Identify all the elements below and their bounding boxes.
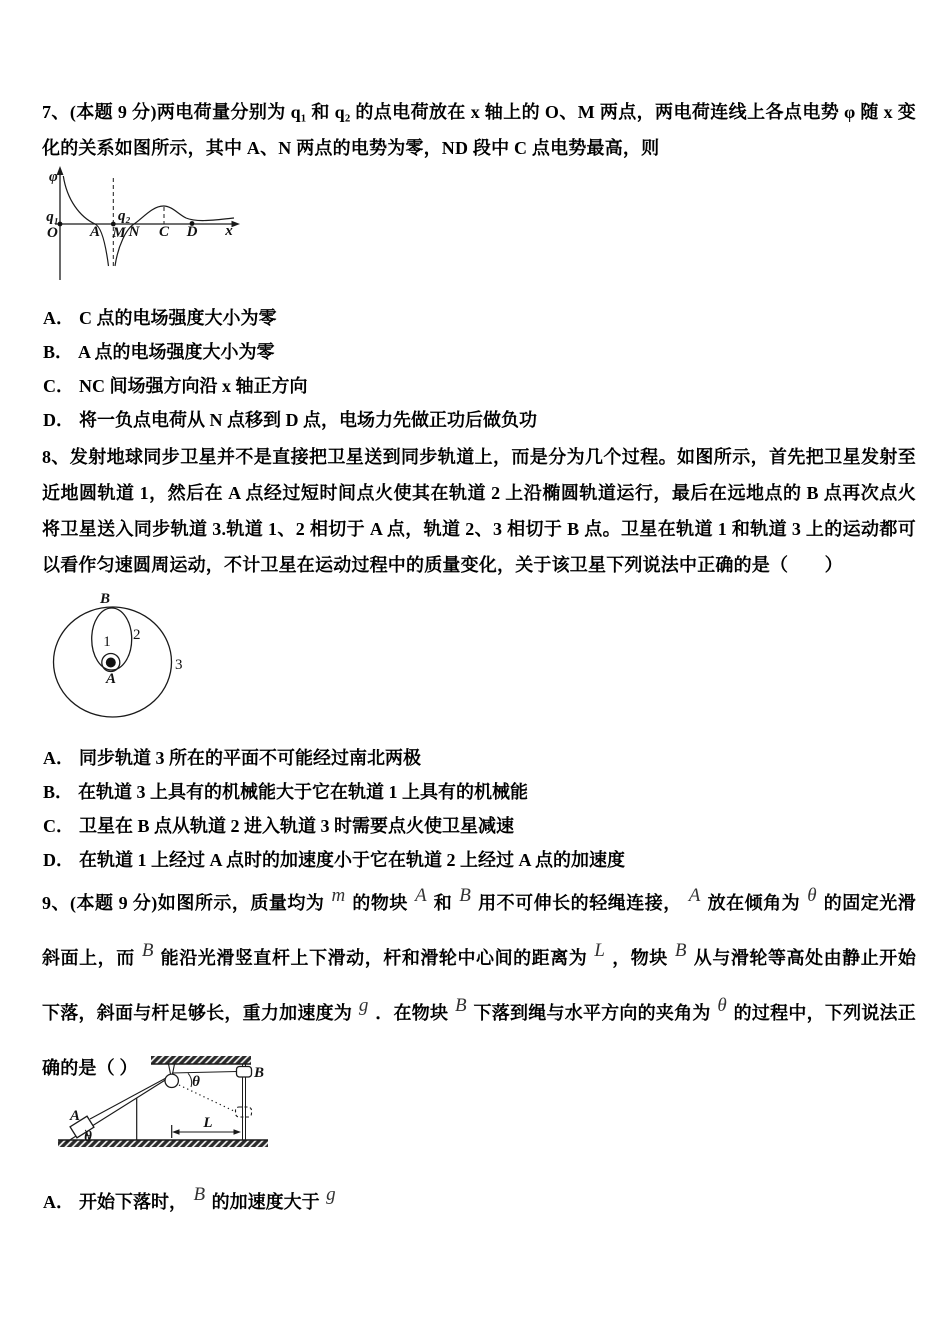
q2-label: q₂ xyxy=(118,208,131,224)
point-D-label: D xyxy=(186,224,198,240)
text-run: 和 xyxy=(428,893,458,913)
block-A-label: A xyxy=(70,1108,81,1124)
math-variable: A xyxy=(688,885,701,906)
text-run: 能沿光滑竖直杆上下滑动，杆和滑轮中心间的距离为 xyxy=(155,948,593,968)
q7-option-b-text: A 点的电场强度大小为零 xyxy=(78,342,275,362)
math-variable: g xyxy=(326,1184,336,1205)
block-B-dashed-position xyxy=(236,1107,252,1117)
q8-option-a-text: 同步轨道 3 所在的平面不可能经过南北两极 xyxy=(79,748,421,768)
q7-stem: 7、(本题 9 分)两电荷量分别为 q₁ 和 q₂ 的点电荷放在 x 轴上的 O、M 两点，两电荷连线上各点电势 φ 随 x 变化的关系如图所示，其中 A、N 两点的电势为零，ND 段中 C 点电势最高，则 xyxy=(42,102,916,158)
incline-angle-label: θ xyxy=(84,1129,92,1145)
L-arrow-right xyxy=(234,1129,242,1134)
orbit-3-label: 3 xyxy=(175,657,183,673)
q8-option-b-letter: B． xyxy=(43,782,74,802)
earth-dot xyxy=(106,658,116,668)
text-run: 的加速度大于 xyxy=(207,1192,325,1212)
q9-option-a xyxy=(43,1184,338,1213)
pulley xyxy=(165,1074,178,1087)
q7-option-d xyxy=(43,409,537,431)
math-variable: B xyxy=(674,940,687,961)
text-run: 的过程中，下列说法正确的是（ ） xyxy=(42,1003,916,1078)
block-B-label: B xyxy=(254,1065,265,1081)
math-variable: g xyxy=(358,995,369,1016)
rope-horizontal-segment xyxy=(172,1072,237,1074)
text-run: 放在倾角为 xyxy=(702,893,806,913)
text-run: 开始下落时， xyxy=(79,1192,192,1212)
q7-potential-graph xyxy=(40,162,250,287)
point-N-label: N xyxy=(128,224,140,240)
point-A-label: A xyxy=(89,224,101,240)
rope-angle-label: θ xyxy=(192,1074,200,1090)
math-variable: A xyxy=(414,885,427,906)
q7-option-c xyxy=(43,375,537,397)
q7-option-a-text: C 点的电场强度大小为零 xyxy=(79,308,277,328)
x-axis-label: x xyxy=(225,223,233,239)
q7-option-d-letter: D． xyxy=(43,410,74,430)
ceiling-hatch xyxy=(151,1056,251,1064)
text-run: ，物块 xyxy=(607,948,673,968)
math-variable: θ xyxy=(807,885,817,906)
origin-label: O xyxy=(47,225,58,241)
q7-option-c-letter: C． xyxy=(43,376,74,396)
q9-pulley-incline-diagram xyxy=(55,1045,285,1155)
point-C-label: C xyxy=(158,224,170,240)
q8-option-d xyxy=(43,849,625,871)
q9-option-a-text xyxy=(79,1184,338,1214)
math-variable: B xyxy=(193,1184,206,1205)
q8-option-b-text: 在轨道 3 上具有的机械能大于它在轨道 1 上具有的机械能 xyxy=(78,782,529,802)
orbit-2-label: 2 xyxy=(133,627,141,643)
q8-option-c-text: 卫星在 B 点从轨道 2 进入轨道 3 时需要点火使卫星减速 xyxy=(79,816,515,836)
L-dimension xyxy=(172,1115,241,1138)
q7-option-b xyxy=(43,341,537,363)
q9-options xyxy=(43,1184,338,1225)
math-variable: B xyxy=(459,885,472,906)
text-run: 的固定光滑斜面上，而 xyxy=(42,893,916,968)
q7-option-d-text: 将一负点电荷从 N 点移到 D 点，电场力先做正功后做负功 xyxy=(79,410,537,430)
text-run: 从与滑轮等高处由静止开始下落，斜面与杆足够长，重力加速度为 xyxy=(42,948,917,1023)
text-run: 用不可伸长的轻绳连接， xyxy=(473,893,687,913)
q8-options xyxy=(43,747,625,883)
text-run: 9、(本题 9 分)如图所示，质量均为 xyxy=(42,893,330,913)
q8-option-c-letter: C． xyxy=(43,816,74,836)
phi-axis-label: φ xyxy=(49,169,58,185)
math-variable: m xyxy=(331,885,346,906)
rope-dotted-segment xyxy=(179,1085,236,1112)
potential-curve xyxy=(63,176,234,266)
text-run: 下落到绳与水平方向的夹角为 xyxy=(468,1003,716,1023)
q7-graph-axes xyxy=(55,170,236,280)
q8-option-b xyxy=(43,781,625,803)
q8-option-a xyxy=(43,747,625,769)
point-A-label: A xyxy=(105,671,117,687)
q7-option-c-text: NC 间场强方向沿 x 轴正方向 xyxy=(79,376,308,396)
q8-orbit-diagram xyxy=(45,585,195,730)
block-B xyxy=(237,1067,252,1078)
curve-left-branch xyxy=(63,176,108,266)
q8-option-d-text: 在轨道 1 上经过 A 点时的加速度小于它在轨道 2 上经过 A 点的加速度 xyxy=(79,850,626,870)
q1-label: q₁ xyxy=(46,209,59,225)
q8-option-a-letter: A． xyxy=(43,748,74,768)
math-variable: B xyxy=(141,940,154,961)
math-variable: B xyxy=(454,995,467,1016)
math-variable: L xyxy=(594,940,606,961)
q7-option-a-letter: A． xyxy=(43,308,74,328)
rope-incline-segment xyxy=(90,1078,166,1119)
L-arrow-left xyxy=(172,1129,180,1134)
L-label: L xyxy=(203,1115,213,1131)
q7-option-b-letter: B． xyxy=(43,342,74,362)
q8-option-c xyxy=(43,815,625,837)
math-variable: θ xyxy=(717,995,727,1016)
point-M-label: M xyxy=(112,225,126,241)
q9-option-a-letter: A． xyxy=(43,1192,74,1212)
text-run: ．在物块 xyxy=(370,1003,453,1023)
q7-options xyxy=(43,307,537,443)
q8-stem: 8、发射地球同步卫星并不是直接把卫星送到同步轨道上，而是分为几个过程。如图所示，首先把卫星发射至近地圆轨道 1，然后在 A 点经过短时间点火使其在轨道 2 上沿椭圆轨道运行，最后在远地点的 B 点再次点火将卫星送入同步轨道 3.轨道 1、2 相切于 A 点，轨道 2、3 相切于 B 点。卫星在轨道 1 和轨道 3 上的运动都可以看作匀速圆周运动，不计卫星在运动过程中的质量变化，关于该卫星下列说法中正确的是（ ） xyxy=(42,447,916,575)
q7-option-a xyxy=(43,307,537,329)
point-B-label: B xyxy=(99,591,111,607)
x-axis-arrow xyxy=(232,221,241,228)
q8-option-d-letter: D． xyxy=(43,850,74,870)
orbit-1-label: 1 xyxy=(103,634,111,650)
text-run: 的物块 xyxy=(347,893,413,913)
